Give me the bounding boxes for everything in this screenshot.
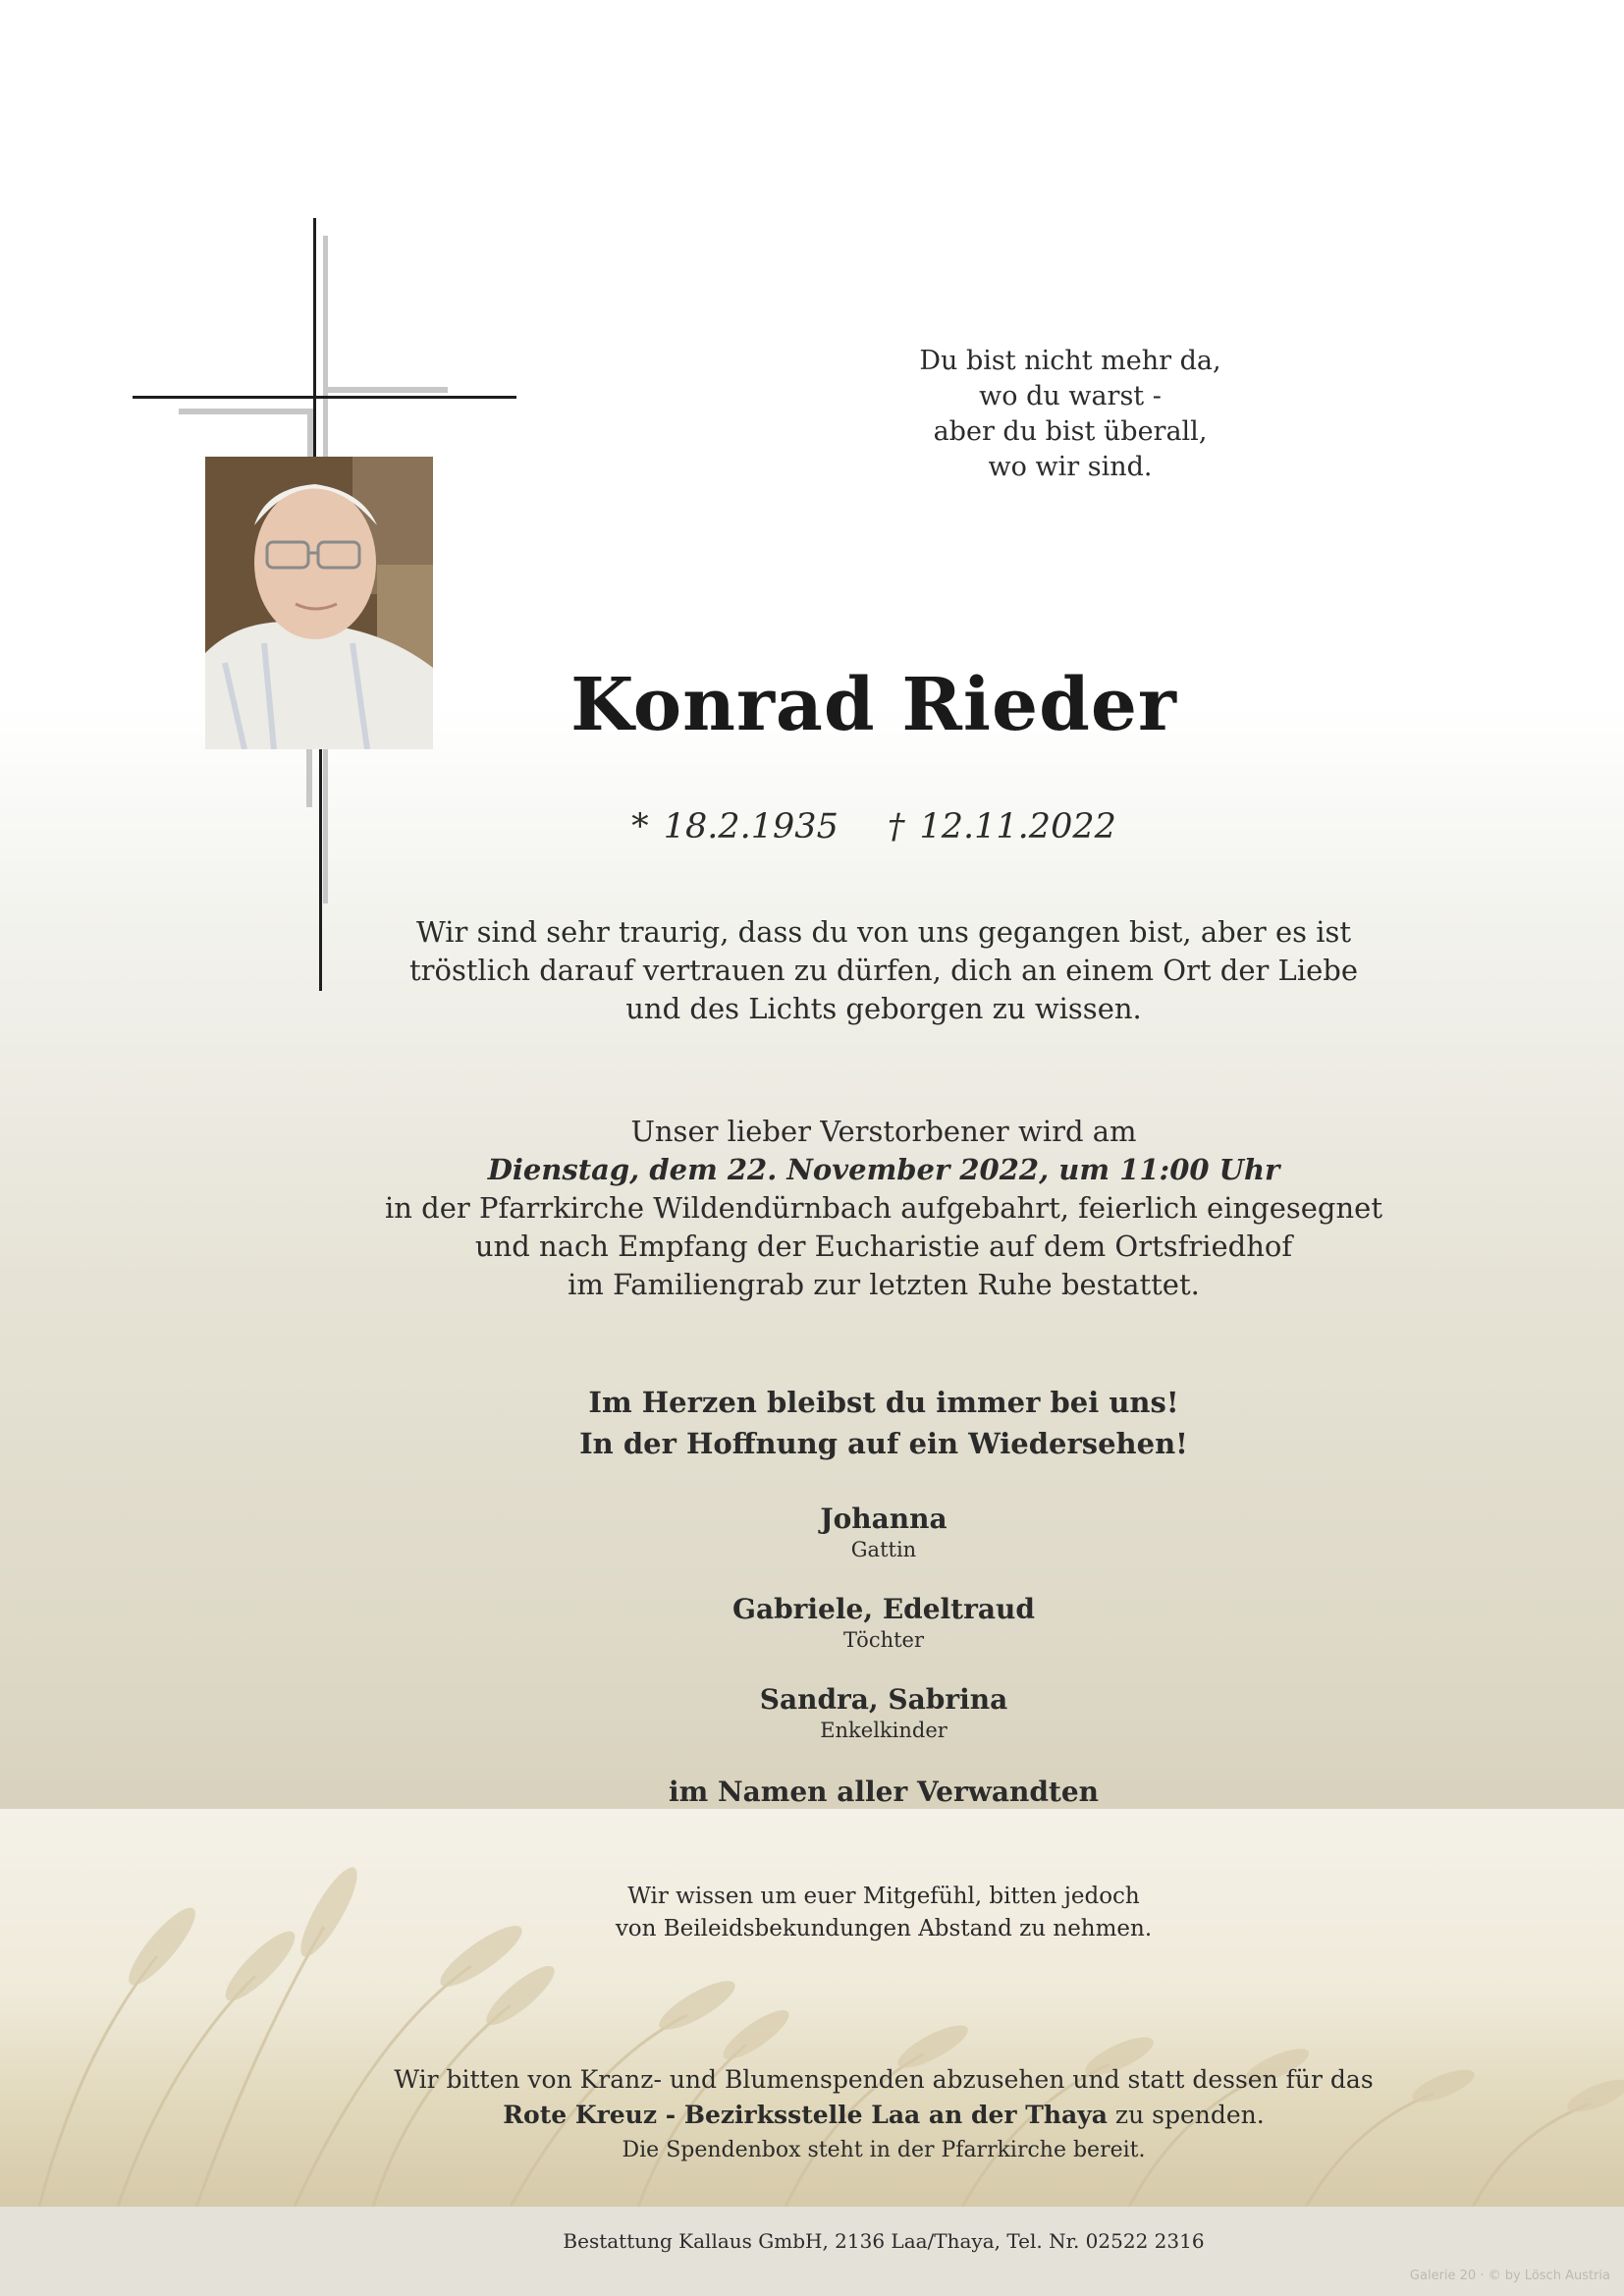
funeral-line: und nach Empfang der Eucharistie auf dem Ortsfriedhof <box>474 1230 1293 1263</box>
donation-line: Wir bitten von Kranz- und Blumenspenden abzusehen und statt dessen für das <box>394 2065 1374 2094</box>
donation-org-line <box>344 2098 1424 2133</box>
donation-note <box>344 2062 1424 2168</box>
funeral-date: Dienstag, dem 22. November 2022, um 11:00 Uhr <box>487 1153 1280 1186</box>
sympathy-note <box>491 1881 1276 1945</box>
portrait-photo <box>205 457 433 749</box>
sympathy-line: von Beileidsbekundungen Abstand zu nehmen. <box>615 1916 1153 1941</box>
mourner-names: Gabriele, Edeltraud <box>732 1593 1035 1625</box>
funeral-line: in der Pfarrkirche Wildendürnbach aufgebahrt, feierlich eingesegnet <box>384 1191 1382 1225</box>
watermark: Galerie 20 · © by Lösch Austria <box>1409 2269 1610 2283</box>
deceased-name: Konrad Rieder <box>570 663 1177 747</box>
poem <box>776 344 1365 485</box>
comfort-line: tröstlich darauf vertrauen zu dürfen, dich an einem Ort der Liebe <box>409 954 1358 987</box>
comfort-line: und des Lichts geborgen zu wissen. <box>625 992 1142 1025</box>
motto-line: Im Herzen bleibst du immer bei uns! <box>588 1386 1179 1419</box>
poem-line: wo du warst - <box>979 381 1162 411</box>
donation-box-line: Die Spendenbox steht in der Pfarrkirche bereit. <box>622 2138 1146 2162</box>
donation-organization: Rote Kreuz - Bezirksstelle Laa an der Thaya <box>503 2101 1108 2129</box>
funeral-line: Unser lieber Verstorbener wird am <box>630 1115 1137 1148</box>
comfort-text <box>393 913 1375 1028</box>
donation-suffix: zu spenden. <box>1107 2101 1265 2129</box>
poem-line: Du bist nicht mehr da, <box>919 346 1221 376</box>
mourner-names: Sandra, Sabrina <box>759 1683 1008 1716</box>
life-dates <box>481 807 1267 847</box>
mourner-names: Johanna <box>820 1503 947 1535</box>
mourner-group <box>589 1502 1178 1562</box>
mourner-relation: Gattin <box>850 1538 917 1561</box>
comfort-line: Wir sind sehr traurig, dass du von uns gegangen bist, aber es ist <box>415 915 1352 949</box>
death-date: † 12.11.2022 <box>887 807 1116 847</box>
motto-line: In der Hoffnung auf ein Wiedersehen! <box>579 1427 1188 1460</box>
funeral-home-info: Bestattung Kallaus GmbH, 2136 Laa/Thaya, Tel. Nr. 02522 2316 <box>563 2229 1205 2253</box>
sympathy-line: Wir wissen um euer Mitgefühl, bitten jedoch <box>627 1884 1140 1909</box>
poem-line: aber du bist überall, <box>933 416 1208 447</box>
on-behalf-line: im Namen aller Verwandten <box>668 1776 1100 1808</box>
farewell-motto <box>442 1382 1326 1464</box>
mourner-group <box>589 1682 1178 1743</box>
mourner-relation: Enkelkinder <box>820 1719 947 1742</box>
funeral-info <box>344 1113 1424 1304</box>
mourner-group <box>589 1592 1178 1653</box>
poem-line: wo wir sind. <box>988 452 1153 482</box>
mourner-relation: Töchter <box>842 1628 925 1652</box>
funeral-line: im Familiengrab zur letzten Ruhe bestattet. <box>568 1268 1200 1301</box>
birth-date: * 18.2.1935 <box>631 807 839 847</box>
